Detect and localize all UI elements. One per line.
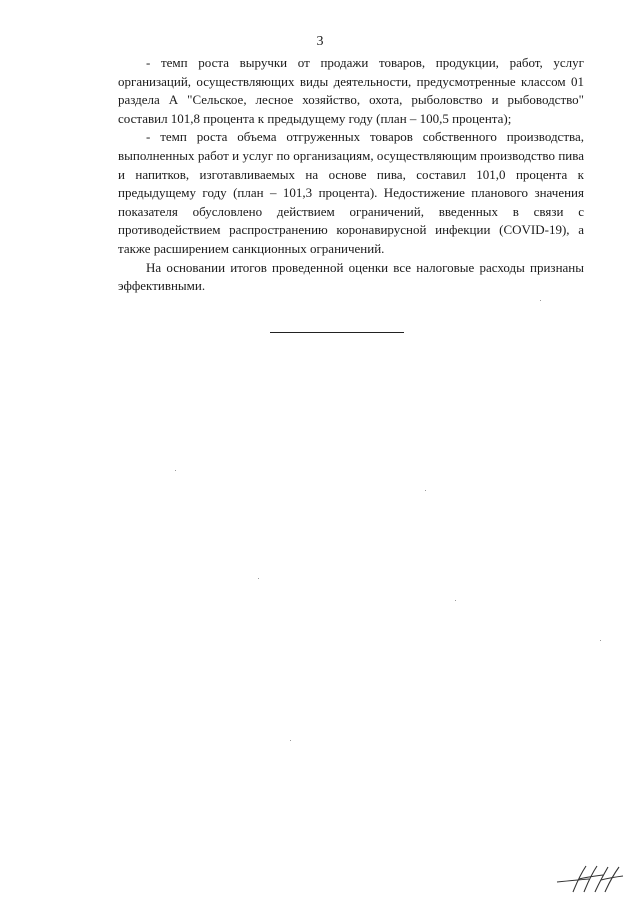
paragraph-conclusion: На основании итогов проведенной оценки все налоговые расходы признаны эффективными. xyxy=(118,259,584,294)
scan-speck xyxy=(425,490,426,491)
scan-speck xyxy=(290,740,291,741)
document-body xyxy=(118,54,584,296)
scan-speck xyxy=(175,470,176,471)
scan-speck xyxy=(258,578,259,579)
page-number: 3 xyxy=(316,34,324,49)
scan-speck xyxy=(600,640,601,641)
paragraph-revenue-growth: - темп роста выручки от продажи товаров, продукции, работ, услуг организаций, осуществляющих виды деятельности, предусмотренные классом 01 раздела А "Сельское, лесное хозяйство, охота, рыболовство и рыбоводство" составил 101,8 процента к предыдущему году (план – 100,5 процента); xyxy=(118,55,584,126)
end-divider-line xyxy=(270,332,404,333)
scan-speck xyxy=(455,600,456,601)
handwritten-initials-icon xyxy=(555,862,625,896)
paragraph-shipment-growth: - темп роста объема отгруженных товаров собственного производства, выполненных работ и услуг по организациям, осуществляющим производство пива и напитков, изготавливаемых на основе пива, составил 101,0 процента к предыдущему году (план – 101,3 процента). Недостижение планового значения показателя обусловлено действием ограничений, введенных в связи с противодействием распространению коронавирусной инфекции (COVID-19), а также расширением санкционных ограничений. xyxy=(118,129,584,256)
scan-speck xyxy=(540,300,541,301)
